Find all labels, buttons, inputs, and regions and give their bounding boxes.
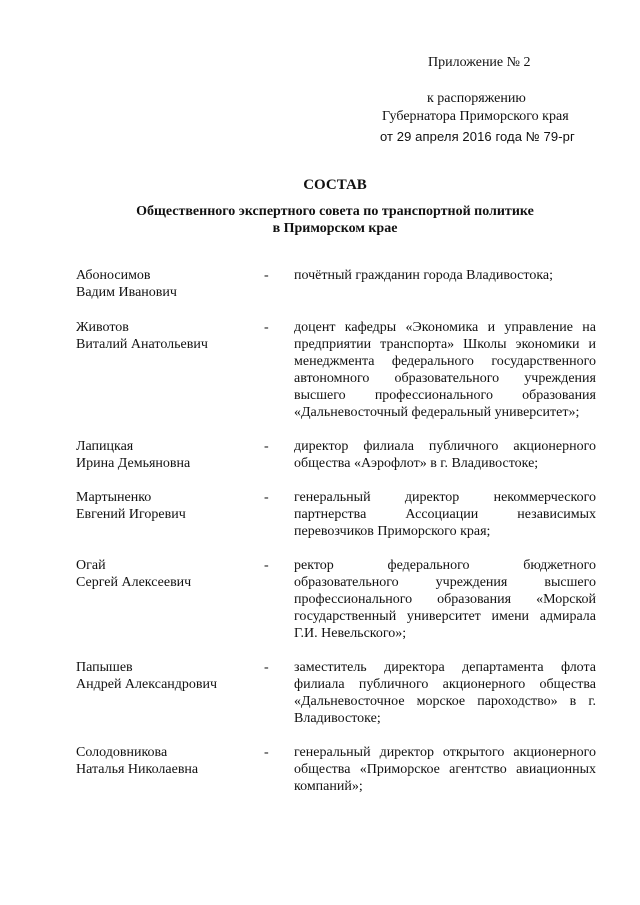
member-surname: Солодовникова: [76, 745, 168, 760]
member-role: доцент кафедры «Экономика и управление на предприятии транспорта» Школы экономики и менеджмента федерального государственного автономного образовательного учреждения высшего профессионального образования «Дальневосточный федеральный университет»;: [294, 320, 596, 420]
member-row: [76, 557, 596, 642]
member-given-names: Ирина Демьяновна: [76, 456, 191, 471]
member-name: [76, 557, 262, 591]
appendix-block: [380, 54, 610, 146]
appendix-title: Приложение № 2: [428, 55, 531, 70]
member-dash: -: [264, 268, 269, 283]
member-list: [76, 267, 596, 795]
member-given-names: Вадим Иванович: [76, 285, 177, 300]
document-subtitle-line2: в Приморском крае: [272, 221, 398, 236]
member-row: [76, 267, 596, 301]
appendix-to-order: к распоряжению: [427, 91, 526, 106]
member-role: ректор федерального бюджетного образовательного учреждения высшего профессионального образования «Морской государственный университет имени адмирала Г.И. Невельского»;: [294, 558, 596, 641]
member-dash: -: [264, 660, 269, 675]
document-title: СОСТАВ: [303, 177, 367, 193]
member-role: директор филиала публичного акционерного общества «Аэрофлот» в г. Владивостоке;: [294, 439, 596, 471]
member-name: [76, 438, 262, 472]
member-surname: Абоносимов: [76, 268, 151, 283]
member-surname: Животов: [76, 320, 129, 335]
member-given-names: Евгений Игоревич: [76, 507, 186, 522]
member-row: [76, 489, 596, 540]
member-given-names: Наталья Николаевна: [76, 762, 199, 777]
appendix-governor: Губернатора Приморского края: [382, 109, 569, 124]
member-name: [76, 659, 262, 693]
member-surname: Огай: [76, 558, 106, 573]
member-dash: -: [264, 490, 269, 505]
member-given-names: Сергей Алексеевич: [76, 575, 192, 590]
member-role: заместитель директора департамента флота филиала публичного акционерного общества «Дальневосточное морское пароходство» в г. Владивостоке;: [294, 660, 596, 726]
member-name: [76, 489, 262, 523]
appendix-date-number: от 29 апреля 2016 года № 79-рг: [380, 129, 575, 144]
member-given-names: Виталий Анатольевич: [76, 337, 208, 352]
document-subtitle-line1: Общественного экспертного совета по транспортной политике: [136, 204, 534, 219]
member-row: [76, 659, 596, 727]
member-dash: -: [264, 745, 269, 760]
member-surname: Лапицкая: [76, 439, 134, 454]
member-surname: Папышев: [76, 660, 133, 675]
member-role: генеральный директор некоммерческого партнерства Ассоциации независимых перевозчиков Приморского края;: [294, 490, 596, 539]
document-subtitle: [70, 203, 600, 237]
member-dash: -: [264, 320, 269, 335]
member-role: почётный гражданин города Владивостока;: [294, 268, 554, 283]
member-name: [76, 267, 262, 301]
member-surname: Мартыненко: [76, 490, 152, 505]
member-name: [76, 744, 262, 778]
member-given-names: Андрей Александрович: [76, 677, 218, 692]
member-dash: -: [264, 558, 269, 573]
member-row: [76, 319, 596, 421]
member-row: [76, 438, 596, 472]
member-dash: -: [264, 439, 269, 454]
member-role: генеральный директор открытого акционерного общества «Приморское агентство авиационных компаний»;: [294, 745, 596, 794]
member-name: [76, 319, 262, 353]
member-row: [76, 744, 596, 795]
